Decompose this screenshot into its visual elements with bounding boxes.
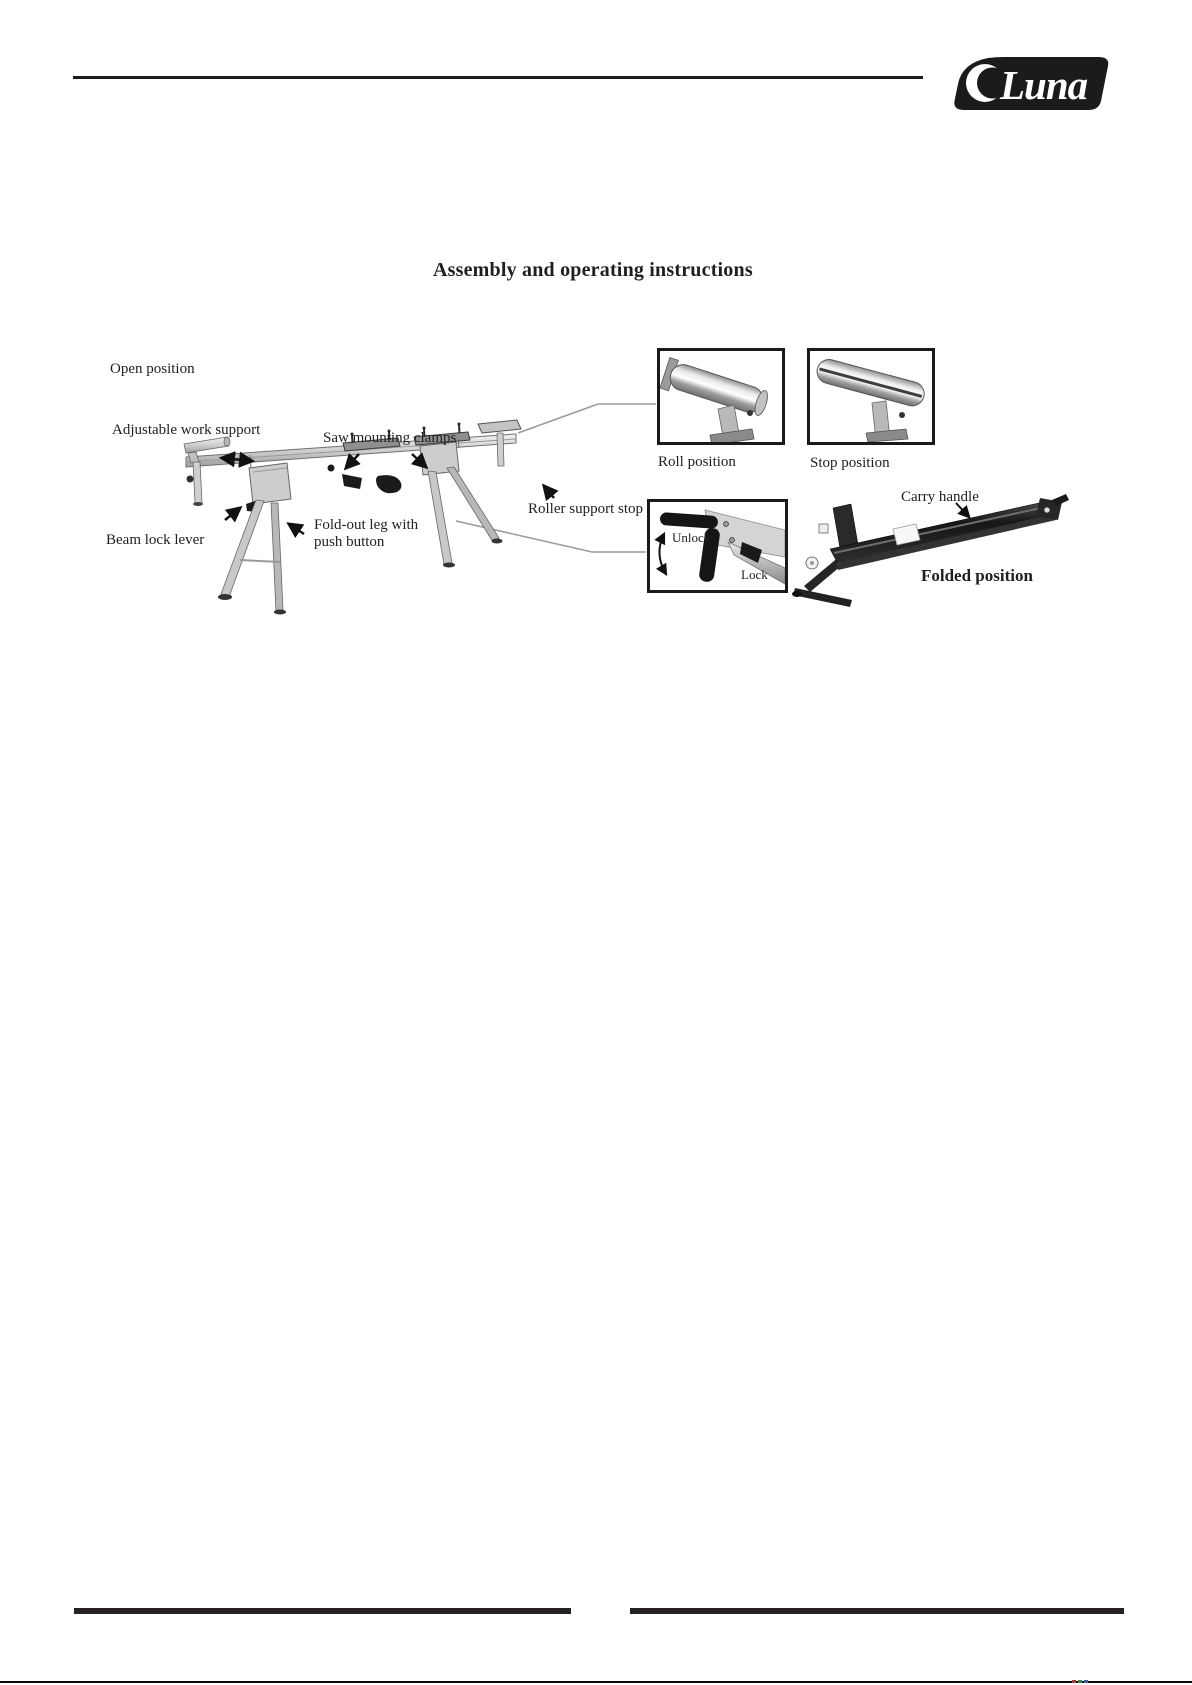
label-carry-handle: Carry handle <box>901 489 979 505</box>
label-adjustable-work-support: Adjustable work support <box>112 422 261 438</box>
label-roller-support-stop: Roller support stop <box>528 501 643 517</box>
label-open-position: Open position <box>110 361 195 377</box>
up-left-arrow-icon <box>289 524 304 534</box>
clamp-handle <box>342 474 362 489</box>
label-fold-out-leg-line2: push button <box>314 534 385 551</box>
label-fold-out-leg <box>314 517 418 552</box>
label-lock: Lock <box>741 567 768 582</box>
support-knob <box>187 476 194 483</box>
caption-folded-position: Folded position <box>921 566 1033 585</box>
stop-position-box <box>807 348 935 445</box>
caption-stop-position: Stop position <box>810 455 890 471</box>
work-support-roller <box>184 437 229 453</box>
up-left-arrow-icon <box>544 486 554 498</box>
stop-position-photo <box>810 351 932 442</box>
lock-hook-handle <box>376 475 401 493</box>
connector-to-roll-box <box>518 404 656 433</box>
luna-logo <box>946 54 1118 114</box>
left-leg-bracket <box>249 463 291 504</box>
page-title: Assembly and operating instructions <box>433 259 753 281</box>
label-beam-lock-lever: Beam lock lever <box>106 532 205 548</box>
label-fold-out-leg-line1: Fold-out leg with <box>314 517 419 533</box>
folded-stand-photo <box>792 494 1069 607</box>
logo-text: Luna <box>1000 62 1088 108</box>
curved-double-arrow-icon <box>659 534 666 574</box>
up-right-arrow-icon <box>225 508 240 520</box>
label-unlock: Unlock <box>672 530 711 545</box>
down-left-arrow-icon <box>346 454 359 468</box>
caption-roll-position: Roll position <box>658 454 736 470</box>
label-saw-mounting-clamps: Saw mounting clamps <box>323 430 457 446</box>
roller-support-stop-part <box>478 420 521 433</box>
roll-position-photo <box>660 351 782 442</box>
roll-position-box <box>657 348 785 445</box>
